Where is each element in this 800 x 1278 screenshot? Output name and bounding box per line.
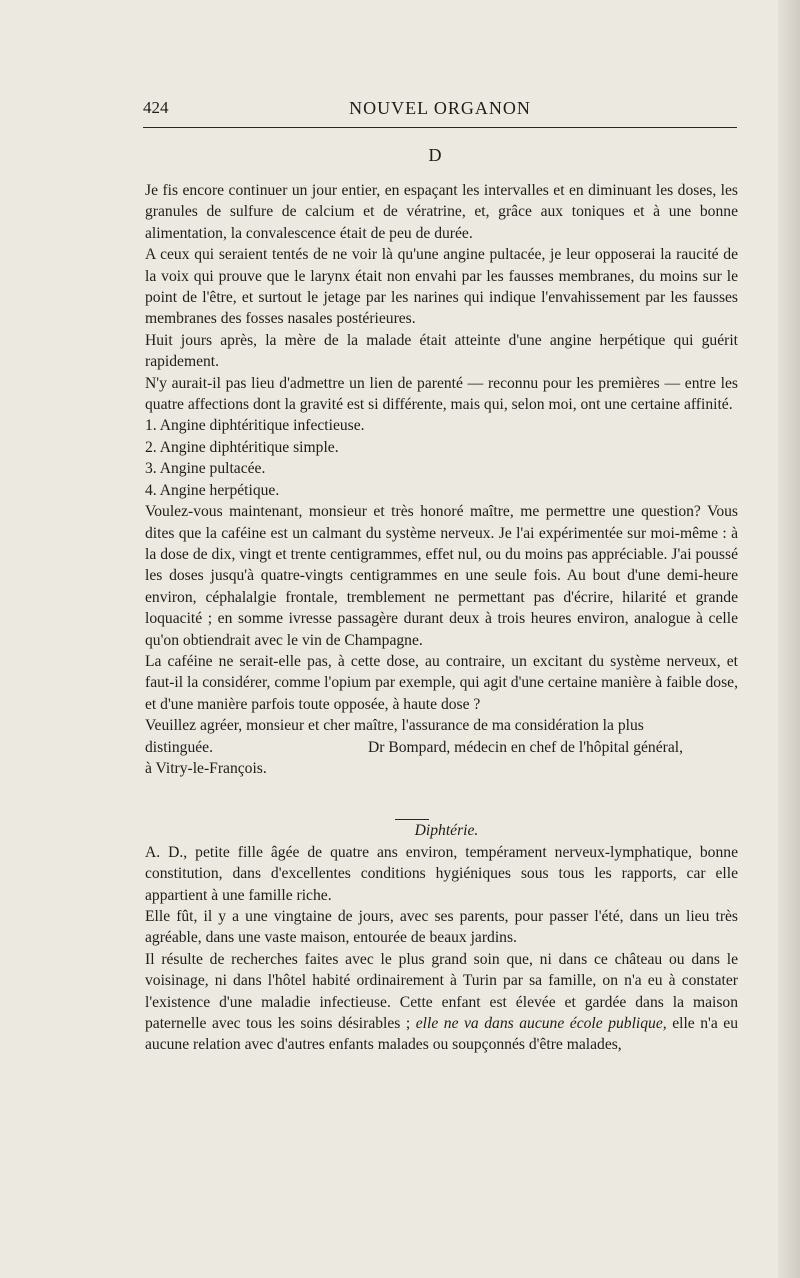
page-edge-shadow bbox=[778, 0, 800, 1278]
list bbox=[145, 415, 738, 501]
case-paragraph-3 bbox=[145, 949, 738, 1056]
paragraph-1: Je fis encore continuer un jour entier, en espaçant les intervalles et en diminuant les doses, les granules de sulfure de calcium et de vératrine, et, grâce aux toniques et à une bonne alimentation, la convalescence était de peu de durée. bbox=[145, 182, 738, 242]
running-title: NOUVEL ORGANON bbox=[349, 98, 531, 118]
signature: Dr Bompard, médecin en chef de l'hôpital général, bbox=[368, 738, 683, 756]
list-item-3: 3. Angine pultacée. bbox=[145, 460, 266, 478]
header-rule bbox=[143, 127, 737, 128]
body-text bbox=[145, 180, 738, 1056]
section-subtitle: Diphtérie. bbox=[414, 822, 479, 840]
paragraph-5: Voulez-vous maintenant, monsieur et très honoré maître, me permettre une question? Vous dites que la caféine est un calmant du système nerveux. Je l'ai expérimentée sur moi-même : à la dose de dix, vingt et trente centigrammes, effet nul, ou du moins pas appréciable. J'ai poussé les doses jusqu'à quatre-vingts centigrammes en une seule fois. Au bout d'une demi-heure environ, céphalalgie frontale, tremblement ne permettant pas d'écrire, hilarité et grande loquacité ; en somme ivresse passagère durant deux à trois heures environ, analogue à celle qu'on obtiendrait avec le vin de Champagne. bbox=[145, 503, 738, 649]
page-number: 424 bbox=[143, 98, 169, 117]
paragraph-4: N'y aurait-il pas lieu d'admettre un lien de parenté — reconnu pour les premières — entre les quatre affections dont la gravité est si différente, mais qui, selon moi, ont une certaine affinité. bbox=[145, 374, 738, 414]
list-item-4: 4. Angine herpétique. bbox=[145, 481, 280, 499]
case-paragraph-2: Elle fût, il y a une vingtaine de jours, avec ses parents, pour passer l'été, dans un lieu très agréable, dans une vaste maison, entourée de beaux jardins. bbox=[145, 908, 738, 947]
paragraph-6: La caféine ne serait-elle pas, à cette dose, au contraire, un excitant du système nerveux, et faut-il la considérer, comme l'opium par exemple, qui agit d'une certaine manière à faible dose, et d'une manière parfois toute opposée, à haute dose ? bbox=[145, 652, 738, 713]
list-item-1: 1. Angine diphtéritique infectieuse. bbox=[145, 417, 365, 435]
signature-line bbox=[145, 737, 738, 758]
signature-place: à Vitry-le-François. bbox=[145, 759, 267, 777]
case-paragraph-3-end: elle n'a eu aucune relation avec d'autres enfants malades ou soupçonnés d'être malades, bbox=[145, 1015, 738, 1054]
case-paragraph-3-start: Il résulte de recherches faites avec le plus grand soin que, ni dans ce château ou dans le voisinage, ni dans l'hôtel habité ordinairement à Turin par sa famille, on n'a eu à constater l'existence d'une maladie infectieuse. Cette enfant est élevée et gardée dans la maison paternelle avec tous les soins désirables ; bbox=[145, 950, 738, 1033]
paragraph-7: Veuillez agréer, monsieur et cher maître, l'assurance de ma considération la plus bbox=[145, 717, 644, 735]
section-letter: D bbox=[428, 145, 442, 165]
page-header bbox=[143, 98, 737, 124]
case-emphasis: elle ne va dans aucune école publique, bbox=[415, 1015, 667, 1033]
paragraph-3: Huit jours après, la mère de la malade était atteinte d'une angine herpétique qui guérit rapidement. bbox=[145, 331, 738, 371]
list-item-2: 2. Angine diphtéritique simple. bbox=[145, 438, 339, 456]
paragraph-2: A ceux qui seraient tentés de ne voir là qu'une angine pultacée, je leur opposerai la raucité de la voix qui prouve que le larynx était non envahi par les fausses membranes, du moins sur le point de l'être, et surtout le jetage par les narines qui indique l'envahissement par les fausses membranes des fosses nasales postérieures. bbox=[145, 246, 738, 328]
closing-word: distinguée. bbox=[145, 738, 213, 756]
case-paragraph-1: A. D., petite fille âgée de quatre ans environ, tempérament nerveux-lymphatique, bonne constitution, dans d'excellentes conditions hygiéniques sous tous les rapports, car elle appartient à une famille riche. bbox=[145, 843, 738, 904]
